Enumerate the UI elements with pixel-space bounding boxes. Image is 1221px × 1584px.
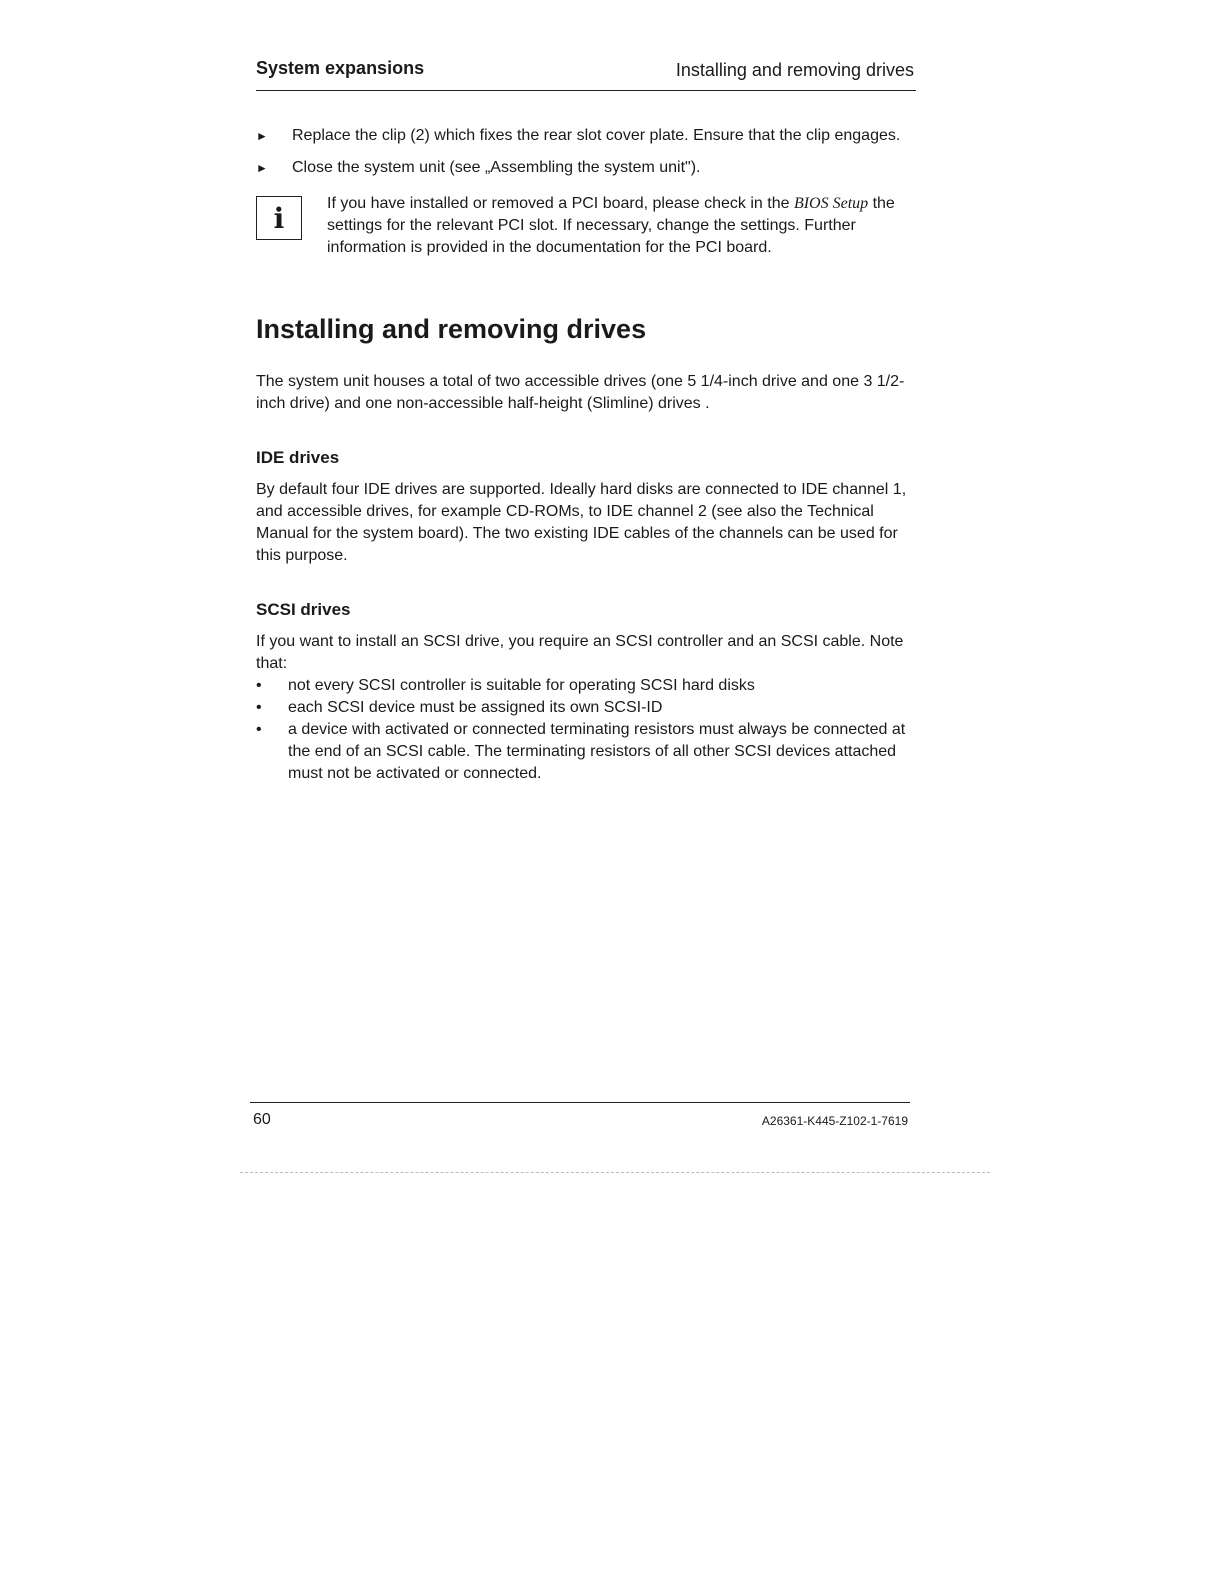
step-text: Replace the clip (2) which fixes the rear slot cover plate. Ensure that the clip engages. <box>292 127 901 144</box>
step-close-unit <box>256 157 916 179</box>
list-item: • each SCSI device must be assigned its own SCSI-ID <box>256 697 916 719</box>
section-intro: The system unit houses a total of two accessible drives (one 5 1/4-inch drive and one 3 1/2-inch drive) and one non-accessible half-height (Slimline) drives . <box>256 373 905 412</box>
ide-drives-heading: IDE drives <box>256 448 340 467</box>
info-text: If you have installed or removed a PCI board, please check in the BIOS Setup the settings for the relevant PCI slot. If necessary, change the settings. Further information is provided in the documentation for the PCI board. <box>327 195 895 256</box>
info-icon: i <box>256 196 302 240</box>
list-item: • a device with activated or connected terminating resistors must always be connected at the end of an SCSI cable. The terminating resistors of all other SCSI devices attached must not be activated or connected. <box>256 721 906 782</box>
bullet-icon: • <box>256 699 262 716</box>
info-note <box>256 193 916 259</box>
step-arrow-icon: ► <box>256 129 268 143</box>
scsi-drives-intro: If you want to install an SCSI drive, you require an SCSI controller and an SCSI cable. Note that: <box>256 633 904 672</box>
ide-drives-text: By default four IDE drives are supported. Ideally hard disks are connected to IDE channel 1, and accessible drives, for example CD-ROMs, to IDE channel 2 (see also the Technical Manual for the system board). The two existing IDE cables of the channels can be used for this purpose. <box>256 481 907 564</box>
step-replace-clip <box>256 125 916 147</box>
header-chapter: System expansions <box>256 58 425 78</box>
scsi-drives-heading: SCSI drives <box>256 600 351 619</box>
bullet-icon: • <box>256 721 262 738</box>
page-number: 60 <box>253 1111 271 1128</box>
list-item: • not every SCSI controller is suitable for operating SCSI hard disks <box>256 675 916 697</box>
page-footer <box>250 1102 910 1133</box>
step-text: Close the system unit (see „Assembling the system unit"). <box>292 159 701 176</box>
bullet-icon: • <box>256 677 262 694</box>
document-id: A26361-K445-Z102-1-7619 <box>761 1114 908 1128</box>
header-section: Installing and removing drives <box>675 60 914 80</box>
bios-setup-term: BIOS Setup <box>793 195 869 212</box>
page-content <box>256 125 916 785</box>
scan-artifact-divider <box>240 1172 990 1173</box>
step-arrow-icon: ► <box>256 161 268 175</box>
section-title: Installing and removing drives <box>256 314 647 344</box>
page-header <box>256 58 916 91</box>
scsi-notes-list <box>256 675 916 785</box>
